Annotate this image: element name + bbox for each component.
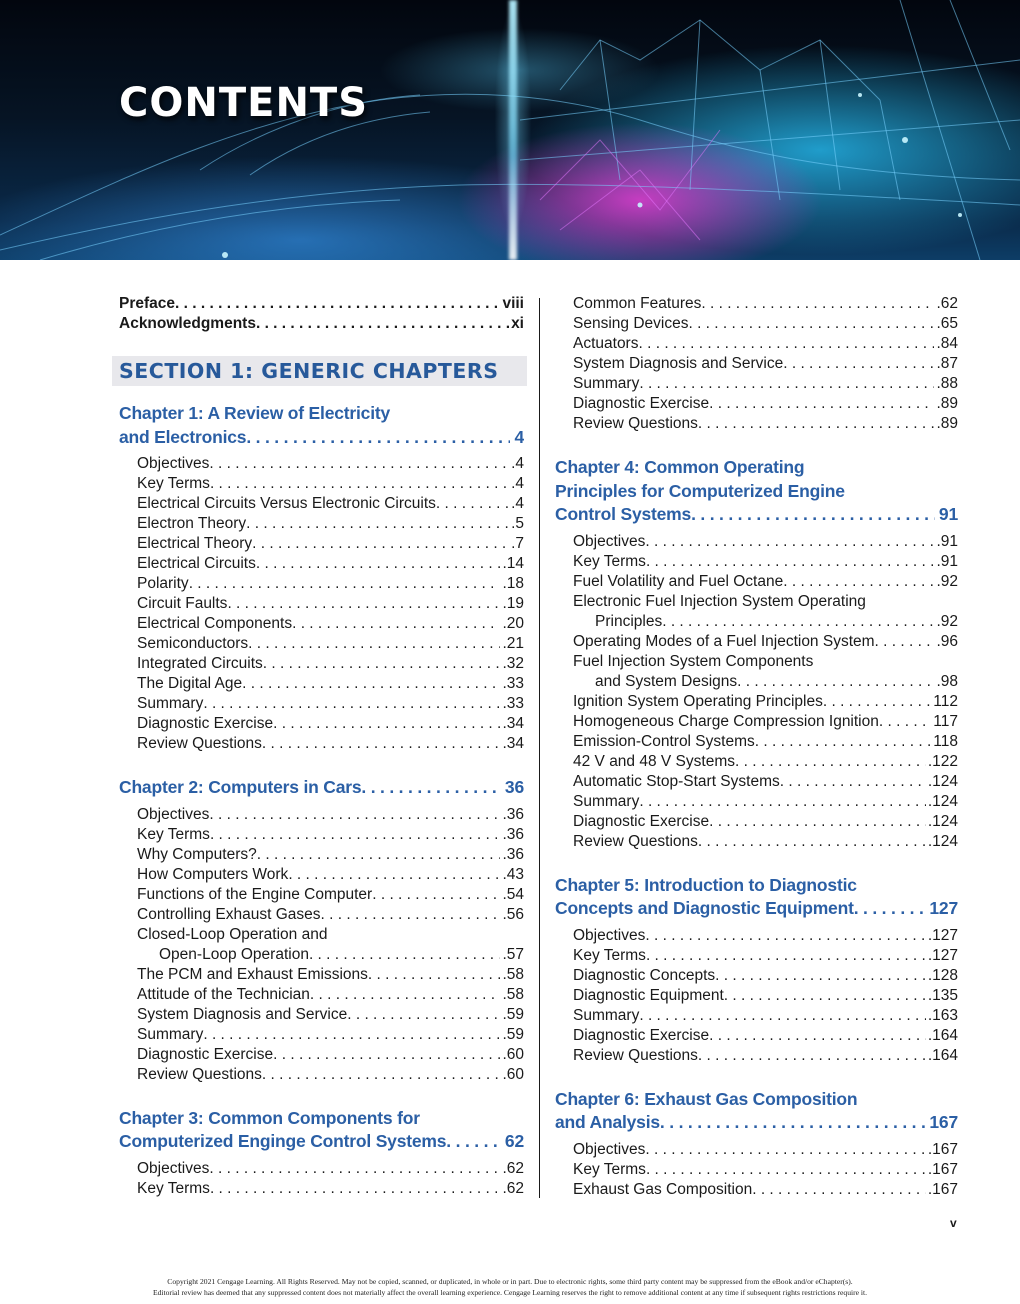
chapter-entries <box>119 454 524 754</box>
toc-entry[interactable]: Summary . . . .88 <box>573 374 958 394</box>
toc-entry[interactable]: Electrical Circuits . . . .14 <box>137 554 524 574</box>
toc-entry[interactable]: Emission-Control Systems . . . 118 <box>573 732 958 752</box>
toc-entry[interactable]: System Diagnosis and Service . . . .59 <box>137 1005 524 1025</box>
toc-entry[interactable]: Controlling Exhaust Gases . . . .56 <box>137 905 524 925</box>
chapter-3 <box>119 1107 524 1199</box>
toc-entry[interactable]: Key Terms . . . .127 <box>573 946 958 966</box>
page-title: CONTENTS <box>119 80 369 126</box>
toc-entry-acknowledgments[interactable]: Acknowledgments . . . xi <box>119 314 524 334</box>
toc-entry[interactable]: Summary . . . .59 <box>137 1025 524 1045</box>
page-number: v <box>950 1216 957 1230</box>
toc-entry[interactable]: Diagnostic Exercise . . . .124 <box>573 812 958 832</box>
toc-entry[interactable]: How Computers Work . . . .43 <box>137 865 524 885</box>
chapter-5 <box>555 874 958 1066</box>
toc-entry-wrapped[interactable]: Fuel Injection System Components <box>573 652 814 670</box>
toc-entry[interactable]: Review Questions . . . .164 <box>573 1046 958 1066</box>
chapter-entries <box>119 1159 524 1199</box>
toc-entry[interactable]: Electrical Theory . . . .7 <box>137 534 524 554</box>
toc-entry[interactable]: Objectives . . . .167 <box>573 1140 958 1160</box>
toc-entry[interactable]: Key Terms . . . .62 <box>137 1179 524 1199</box>
toc-entry[interactable]: Polarity . . . .18 <box>137 574 524 594</box>
chapter-entries <box>119 805 524 1085</box>
header-banner <box>0 0 1020 260</box>
toc-entry[interactable]: Principles . . . .92 <box>573 612 958 632</box>
toc-entry[interactable]: Objectives . . . .62 <box>137 1159 524 1179</box>
toc-entry[interactable]: Ignition System Operating Principles . . . 112 <box>573 692 958 712</box>
toc-entry[interactable]: Key Terms . . . .4 <box>137 474 524 494</box>
toc-entry[interactable]: Electrical Circuits Versus Electronic Circuits . . . .4 <box>137 494 524 514</box>
toc-entry[interactable]: Homogeneous Charge Compression Ignition . . . 117 <box>573 712 958 732</box>
toc-entry-wrapped[interactable]: Electronic Fuel Injection System Operating <box>573 592 866 610</box>
toc-entry[interactable]: Diagnostic Exercise . . . .60 <box>137 1045 524 1065</box>
toc-entry[interactable]: Review Questions . . . .34 <box>137 734 524 754</box>
chapter-3-continued <box>555 294 958 434</box>
chapter-entries <box>555 532 958 852</box>
toc-entry[interactable]: Semiconductors . . . .21 <box>137 634 524 654</box>
toc-entry[interactable]: Diagnostic Exercise . . . .89 <box>573 394 958 414</box>
toc-entry[interactable]: Electrical Components . . . .20 <box>137 614 524 634</box>
toc-entry[interactable]: Review Questions . . . .60 <box>137 1065 524 1085</box>
chapter-2 <box>119 776 524 1085</box>
toc-entry[interactable]: Diagnostic Concepts . . . .128 <box>573 966 958 986</box>
chapter-title[interactable]: Chapter 1: A Review of Electricity and Electronics . . . 4 <box>119 402 524 449</box>
toc-entry[interactable]: Diagnostic Equipment . . . .135 <box>573 986 958 1006</box>
toc-entry[interactable]: 42 V and 48 V Systems . . . .122 <box>573 752 958 772</box>
toc-entry[interactable]: Actuators . . . .84 <box>573 334 958 354</box>
toc-entry[interactable]: Exhaust Gas Composition . . . .167 <box>573 1180 958 1200</box>
chapter-title[interactable]: Chapter 2: Computers in Cars . . . 36 <box>119 776 524 800</box>
toc-right-column <box>555 294 958 1222</box>
toc-entry[interactable]: Objectives . . . .91 <box>573 532 958 552</box>
toc-entry[interactable]: Diagnostic Exercise . . . .164 <box>573 1026 958 1046</box>
copyright-notice: Copyright 2021 Cengage Learning. All Rights Reserved. May not be copied, scanned, or duplicated, in whole or in part. Due to electronic rights, some third party content may be suppressed from the eBook and/or eChapter(s). Editorial review has deemed that any suppressed content does not materially affect the overall learning experience. Cengage Learning reserves the right to remove additional content at any time if subsequent rights restrictions require it. <box>152 1277 868 1297</box>
chapter-title[interactable]: Chapter 4: Common Operating Principles for Computerized Engine Control Systems . . . 91 <box>555 456 958 527</box>
chapter-title[interactable]: Chapter 6: Exhaust Gas Composition and Analysis . . . 167 <box>555 1088 958 1135</box>
chapter-entries <box>555 294 958 434</box>
toc-entry[interactable]: Functions of the Engine Computer . . . .54 <box>137 885 524 905</box>
toc-entry[interactable]: Key Terms . . . .91 <box>573 552 958 572</box>
toc-entry[interactable]: and System Designs . . . .98 <box>573 672 958 692</box>
toc-entry[interactable]: Sensing Devices . . . .65 <box>573 314 958 334</box>
light-beam <box>509 0 517 260</box>
toc-entry[interactable]: Summary . . . .124 <box>573 792 958 812</box>
toc-entry[interactable]: The Digital Age . . . .33 <box>137 674 524 694</box>
toc-entry[interactable]: Integrated Circuits . . . .32 <box>137 654 524 674</box>
toc-entry[interactable]: System Diagnosis and Service . . . .87 <box>573 354 958 374</box>
chapter-entries <box>555 1140 958 1200</box>
toc-entry[interactable]: Circuit Faults . . . .19 <box>137 594 524 614</box>
toc-entry[interactable]: Key Terms . . . .36 <box>137 825 524 845</box>
toc-entry[interactable]: Operating Modes of a Fuel Injection System . . . .96 <box>573 632 958 652</box>
toc-entry[interactable]: Common Features . . . .62 <box>573 294 958 314</box>
toc-entry[interactable]: Summary . . . .33 <box>137 694 524 714</box>
toc-entry-preface[interactable]: Preface . . . viii <box>119 294 524 314</box>
toc-entry[interactable]: Open-Loop Operation . . . .57 <box>137 945 524 965</box>
chapter-6 <box>555 1088 958 1200</box>
chapter-1 <box>119 402 524 754</box>
toc-entry[interactable]: Attitude of the Technician . . . .58 <box>137 985 524 1005</box>
toc-entry[interactable]: Automatic Stop-Start Systems . . . .124 <box>573 772 958 792</box>
toc-entry[interactable]: Review Questions . . . .124 <box>573 832 958 852</box>
toc-entry[interactable]: Objectives . . . .4 <box>137 454 524 474</box>
toc-entry[interactable]: Summary . . . .163 <box>573 1006 958 1026</box>
toc-entry[interactable]: Fuel Volatility and Fuel Octane . . . .92 <box>573 572 958 592</box>
toc-entry[interactable]: Review Questions . . . .89 <box>573 414 958 434</box>
toc-entry-wrapped[interactable]: Closed-Loop Operation and <box>137 925 328 943</box>
front-matter <box>119 294 524 334</box>
toc-entry[interactable]: Why Computers? . . . .36 <box>137 845 524 865</box>
toc-left-column <box>119 294 524 1221</box>
toc-entry[interactable]: Objectives . . . .36 <box>137 805 524 825</box>
chapter-4 <box>555 456 958 852</box>
toc-entry[interactable]: Key Terms . . . .167 <box>573 1160 958 1180</box>
toc-entry[interactable]: The PCM and Exhaust Emissions . . . .58 <box>137 965 524 985</box>
chapter-title[interactable]: Chapter 3: Common Components for Computerized Enginge Control Systems . . . 62 <box>119 1107 524 1154</box>
toc-entry[interactable]: Objectives . . . .127 <box>573 926 958 946</box>
toc-entry[interactable]: Diagnostic Exercise . . . .34 <box>137 714 524 734</box>
chapter-entries <box>555 926 958 1066</box>
chapter-title[interactable]: Chapter 5: Introduction to Diagnostic Concepts and Diagnostic Equipment . . . 127 <box>555 874 958 921</box>
column-divider <box>539 298 540 1198</box>
section-heading: SECTION 1: GENERIC CHAPTERS <box>112 356 527 386</box>
toc-entry[interactable]: Electron Theory . . . .5 <box>137 514 524 534</box>
